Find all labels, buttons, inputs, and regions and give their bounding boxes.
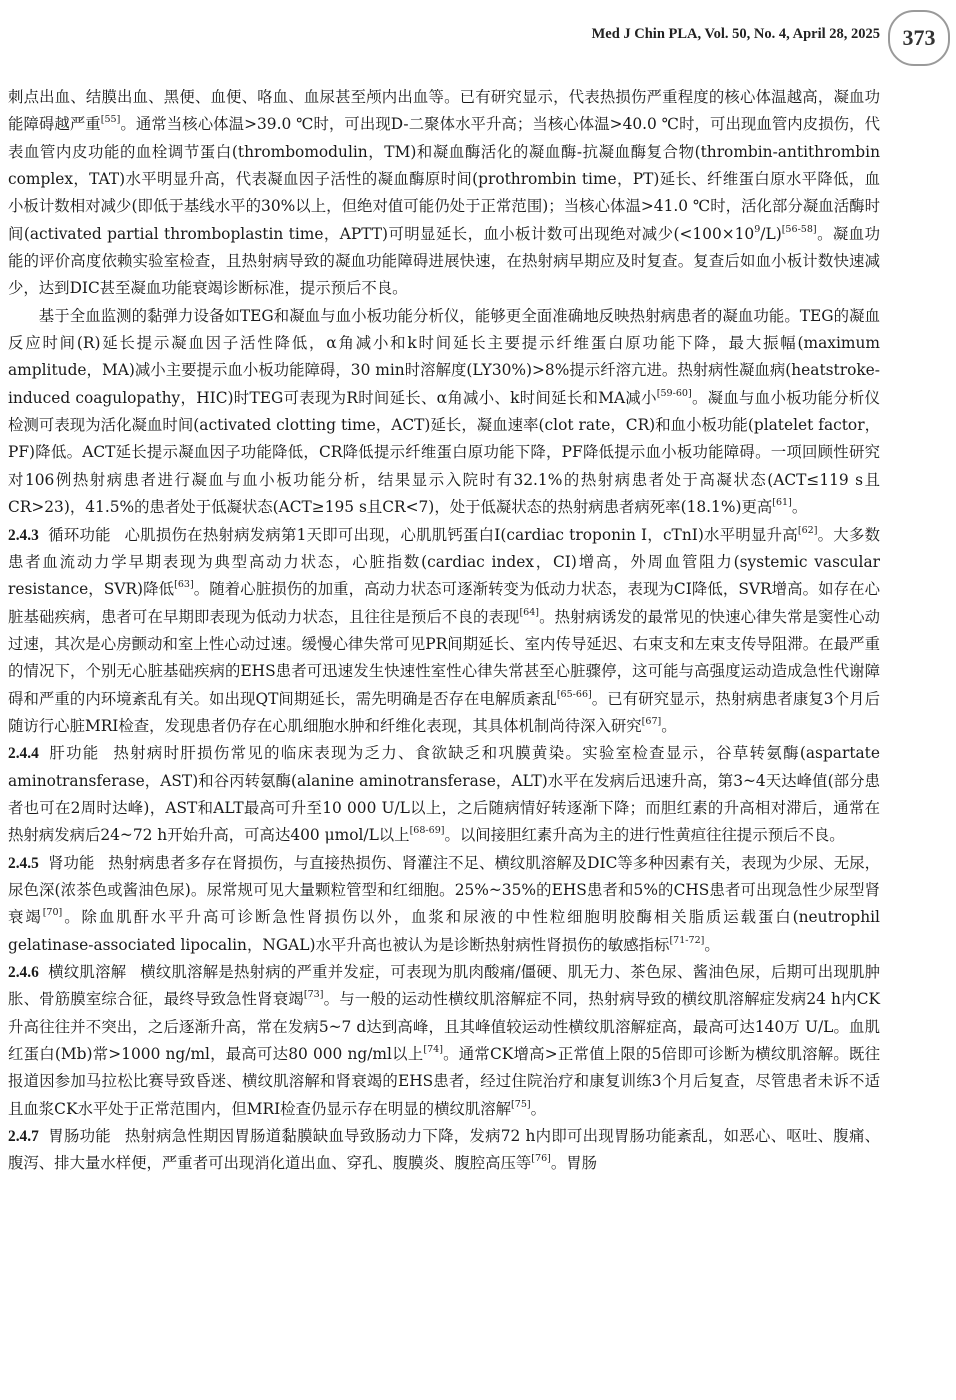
text-run: 热射病患者多存在肾损伤，与直接热损伤、肾灌注不足、横纹肌溶解及DIC等多种因素有关，表现为少尿、无尿，尿色深(浓茶色或酱油色尿)。尿常规可见大量颗粒管型和红细胞。25%~35%的EHS患者和5%的CHS患者可出现急性少尿型肾衰竭: [8, 853, 880, 927]
section-paragraph-2-4-5: [8, 850, 880, 959]
text-run: 。: [530, 1099, 547, 1118]
section-title: 循环功能: [48, 525, 111, 544]
text-run: 。凝血功能的评价高度依赖实验室检查，且热射病导致的凝血功能障碍进展快速，在热射病早期应及时复查。复查后如血小板计数快速减少，达到DIC甚至凝血功能衰竭诊断标准，提示预后不良。: [8, 224, 880, 298]
citation-ref: [75]: [511, 1098, 531, 1110]
text-run: 。通常当核心体温>39.0 ℃时，可出现D-二聚体水平升高；当核心体温>40.0 ℃时，可出现血管内皮损伤，代表血管内皮功能的血栓调节蛋白(thrombomodulin，TM)和凝血酶活化的凝血酶-抗凝血酶复合物(thrombin-antithrombin complex，TAT)水平明显升高，代表凝血因子活性的凝血酶原时间(prothrombin time，PT)延长、纤维蛋白原水平降低，血小板计数相对减少(即低于基线水平的30%以上，但绝对值可能仍处于正常范围)；当核心体温>41.0 ℃时，活化部分凝血活酶时间(activated partial thromboplastin time，APTT)可明显延长，血小板计数可出现绝对减少(<100×10: [8, 115, 880, 243]
text-run: 。已有研究显示，热射病患者康复3个月后随访行心脏MRI检查，发现患者仍存在心肌细胞水肿和纤维化表现，其具体机制尚待深入研究: [8, 689, 880, 735]
text-run: 。除血肌酐水平升高可诊断急性肾损伤以外，血浆和尿液的中性粒细胞明胶酶相关脂质运载蛋白(neutrophil gelatinase-associated lipocalin，NGAL)水平升高也被认为是诊断热射病性肾损伤的敏感指标: [8, 908, 880, 954]
text-run: 。: [661, 716, 677, 735]
text-run: 横纹肌溶解是热射病的严重并发症，可表现为肌肉酸痛/僵硬、肌无力、茶色尿、酱油色尿，后期可出现肌肿胀、骨筋膜室综合征，最终导致急性肾衰竭: [8, 963, 880, 1009]
citation-ref: [74]: [423, 1043, 443, 1055]
text-run: 心肌损伤在热射病发病第1天即可出现，心肌肌钙蛋白I(cardiac troponin I，cTnI)水平明显升高: [124, 525, 798, 544]
section-title: 胃肠功能: [48, 1127, 111, 1146]
citation-ref: [63]: [174, 579, 194, 591]
page-number-badge: 373: [888, 10, 950, 66]
article-body: [8, 84, 880, 1178]
citation-ref: [65-66]: [556, 688, 592, 700]
citation-ref: [68-69]: [409, 825, 445, 837]
section-paragraph-2-4-7: [8, 1123, 880, 1178]
text-run: 。热射病诱发的最常见的快速心律失常是窦性心动过速，其次是心房颤动和室上性心动过速。缓慢心律失常可见PR间期延长、室内传导延迟、右束支和左束支传导阻滞。在最严重的情况下，个别无心脏基础疾病的EHS患者可迅速发生快速性室性心律失常甚至心脏骤停，这可能与高强度运动造成急性代谢障碍和严重的内环境紊乱有关。如出现QT间期延长，需先明确是否存在电解质紊乱: [8, 607, 880, 708]
text-run: 。以间接胆红素升高为主的进行性黄疸往往提示预后不良。: [444, 826, 845, 845]
citation-ref: [56-58]: [781, 223, 817, 235]
body-paragraph: [8, 303, 880, 522]
text-run: 热射病时肝损伤常见的临床表现为乏力、食欲缺乏和巩膜黄染。实验室检查显示，谷草转氨酶(aspartate aminotransferase，AST)和谷丙转氨酶(alanine aminotransferase，ALT)水平在发病后迅速升高，第3~4天达峰值(部分患者也可在2周时达峰)，AST和ALT最高可升至10 000 U/L以上，之后随病情好转逐渐下降；而胆红素的升高相对滞后，通常在热射病发病后24~72 h开始升高，可高达400 μmol/L以上: [8, 744, 880, 845]
section-title: 肝功能: [48, 744, 100, 763]
body-paragraph: [8, 84, 880, 303]
citation-ref: [76]: [531, 1153, 551, 1165]
text-run: /L): [760, 224, 782, 243]
citation-ref: [59-60]: [656, 387, 692, 399]
text-run: 。大多数患者血流动力学早期表现为典型高动力状态，心脏指数(cardiac index，CI)增高，外周血管阻力(systemic vascular resistance，SVR)降低: [8, 525, 880, 599]
citation-ref: [55]: [100, 114, 121, 126]
citation-ref: [71-72]: [669, 934, 705, 946]
section-number: 2.4.5: [8, 854, 39, 872]
text-run: 。胃肠: [550, 1154, 598, 1173]
text-run: 。通常CK增高>正常值上限的5倍即可诊断为横纹肌溶解。既往报道因参加马拉松比赛导致昏迷、横纹肌溶解和肾衰竭的EHS患者，经过住院治疗和康复训练3个月后复查，尽管患者未诉不适且血浆CK水平处于正常范围内，但MRI检查仍显示存在明显的横纹肌溶解: [8, 1045, 880, 1118]
section-title: 肾功能: [48, 853, 95, 872]
citation-ref: [62]: [797, 524, 818, 536]
citation-ref: [64]: [519, 606, 540, 618]
section-number: 2.4.6: [8, 964, 39, 981]
text-run: 。凝血与血小板功能分析仪检测可表现为活化凝血时间(activated clotting time，ACT)延长，凝血速率(clot rate，CR)和血小板功能(platelet factor，PF)降低。ACT延长提示凝血因子功能降低，CR降低提示纤维蛋白原功能下降，PF降低提示血小板功能障碍。一项回顾性研究对106例热射病患者进行凝血与血小板功能分析，结果显示入院时有32.1%的热射病患者处于高凝状态(ACT≤119 s且CR>23)，41.5%的患者处于低凝状态(ACT≥195 s且CR<7)，处于低凝状态的热射病患者病死率(18.1%)更高: [8, 388, 880, 517]
section-number: 2.4.7: [8, 1128, 39, 1146]
text-run: 。: [791, 498, 808, 517]
journal-citation: Med J Chin PLA, Vol. 50, No. 4, April 28, 2025: [591, 26, 880, 42]
section-paragraph-2-4-6: [8, 959, 880, 1123]
citation-ref: [67]: [641, 715, 662, 727]
section-number: 2.4.4: [8, 745, 39, 763]
text-run: 。随着心脏损伤的加重，高动力状态可逐渐转变为低动力状态，表现为CI降低，SVR增高。如存在心脏基础疾病，患者可在早期即表现为低动力状态，且往往是预后不良的表现: [8, 580, 881, 626]
section-paragraph-2-4-3: [8, 522, 880, 741]
citation-ref: 9: [754, 223, 761, 235]
text-run: 基于全血监测的黏弹力设备如TEG和凝血与血小板功能分析仪，能够更全面准确地反映热射病患者的凝血功能。TEG的凝血反应时间(R)延长提示凝血因子活性降低，α角减小和k时间延长主要提示纤维蛋白原功能下降，最大振幅(maximum amplitude，MA)减小主要提示血小板功能障碍，30 min时溶解度(LY30%)>8%提示纤溶亢进。热射病性凝血病(heatstroke-induced coagulopathy，HIC)时TEG可表现为R时间延长、α角减小、k时间延长和MA减小: [8, 306, 880, 407]
section-paragraph-2-4-4: [8, 740, 880, 849]
citation-ref: [73]: [303, 989, 324, 1001]
page-header: [0, 0, 956, 72]
text-run: 。与一般的运动性横纹肌溶解症不同，热射病导致的横纹肌溶解症发病24 h内CK升高往往并不突出，之后逐渐升高，常在发病5~7 d达到高峰，且其峰值较运动性横纹肌溶解症高，最高可达140万 U/L。血肌红蛋白(Mb)常>1000 ng/ml，最高可达80 000 ng/ml以上: [8, 990, 880, 1064]
section-number: 2.4.3: [8, 526, 39, 544]
text-run: 刺点出血、结膜出血、黑便、血便、咯血、血尿甚至颅内出血等。已有研究显示，代表热损伤严重程度的核心体温越高，凝血功能障碍越严重: [8, 88, 880, 134]
text-run: 。: [704, 935, 720, 954]
citation-ref: [70]: [42, 907, 63, 919]
citation-ref: [61]: [772, 497, 792, 508]
text-run: 热射病急性期因胃肠道黏膜缺血导致肠动力下降，发病72 h内即可出现胃肠功能紊乱，如恶心、呕吐、腹痛、腹泻、排大量水样便，严重者可出现消化道出血、穿孔、腹膜炎、腹腔高压等: [8, 1127, 880, 1173]
section-title: 横纹肌溶解: [48, 963, 127, 981]
